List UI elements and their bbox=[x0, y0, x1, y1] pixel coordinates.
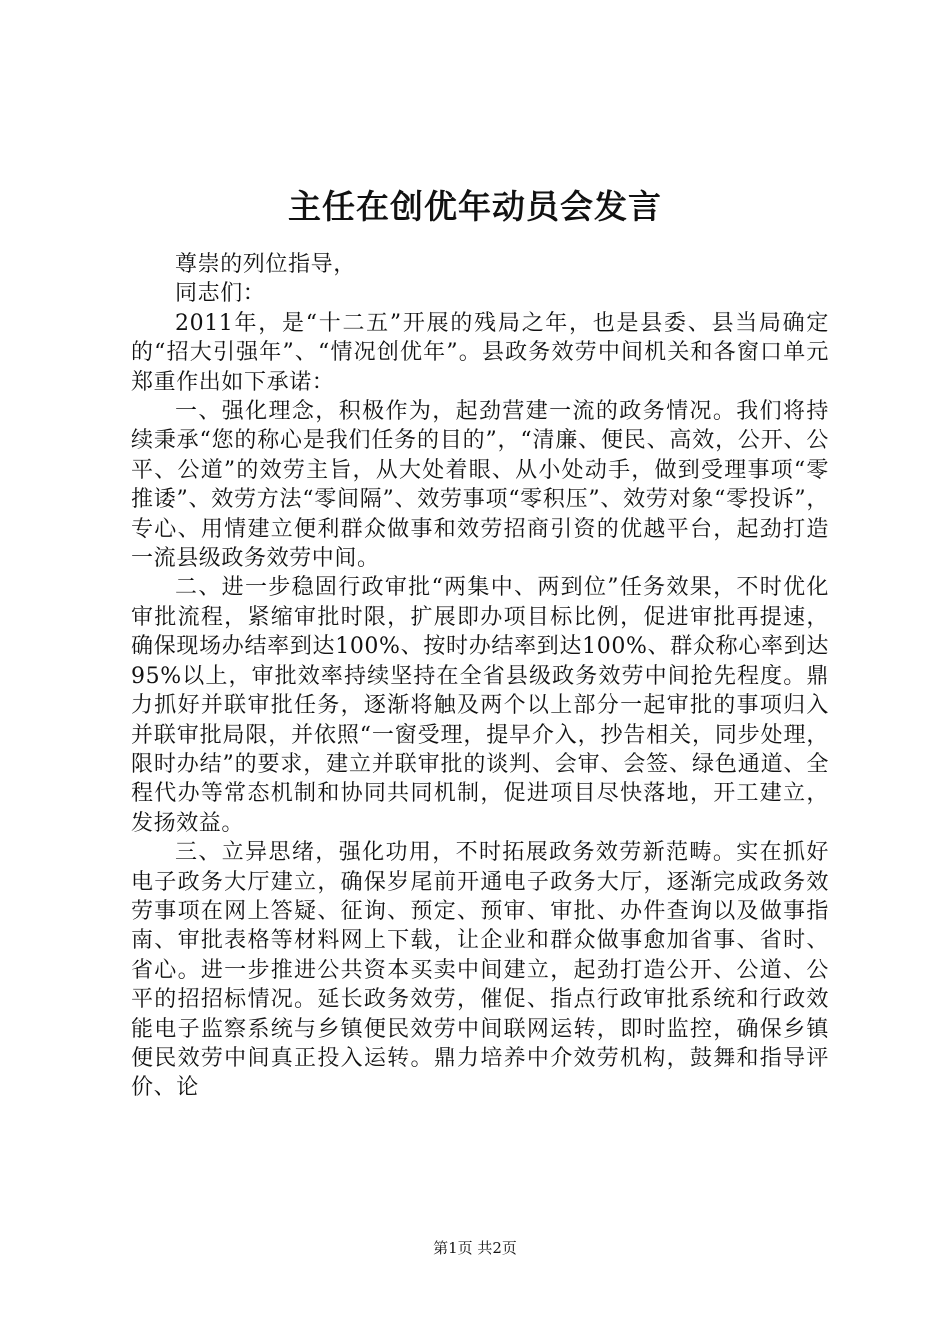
salutation-line: 尊崇的列位指导， bbox=[175, 252, 356, 277]
document-body bbox=[131, 250, 829, 1103]
salutation-line: 同志们： bbox=[175, 281, 266, 307]
page-number-footer: 第1页 共2页 bbox=[433, 1239, 517, 1257]
document-title: 主任在创优年动员会发言 bbox=[288, 187, 662, 226]
body-paragraph: 二、进一步稳固行政审批“两集中、两到位”任务效果，不时优化审批流程，紧缩审批时限，扩展即办项目标比例，促进审批再提速，确保现场办结率到达100%、按时办结率到达100%、群众称心率到达95%以上，审批效率持续坚持在全省县级政务效劳中间抢先程度。鼎力抓好并联审批任务，逐渐将触及两个以上部分一起审批的事项归入并联审批局限，并依照“一窗受理，提早介入，抄告相关，同步处理，限时办结”的要求，建立并联审批的谈判、会审、会签、绿色通道、全程代办等常态机制和协同共同机制，促进项目尽快落地，开工建立，发扬效益。 bbox=[131, 575, 829, 836]
body-paragraph: 2011年，是“十二五”开展的残局之年，也是县委、县当局确定的“招大引强年”、“情况创优年”。县政务效劳中间机关和各窗口单元郑重作出如下承诺： bbox=[131, 310, 829, 395]
body-paragraph: 三、立异思绪，强化功用，不时拓展政务效劳新范畴。实在抓好电子政务大厅建立，确保岁尾前开通电子政务大厅，逐渐完成政务效劳事项在网上答疑、征询、预定、预审、审批、办件查询以及做事指南、审批表格等材料网上下载，让企业和群众做事愈加省事、省时、省心。进一步推进公共资本买卖中间建立，起劲打造公开、公道、公平的招招标情况。延长政务效劳，催促、指点行政审批系统和行政效能电子监察系统与乡镇便民效劳中间联网运转，即时监控，确保乡镇便民效劳中间真正投入运转。鼎力培养中介效劳机构，鼓舞和指导评价、论 bbox=[131, 840, 829, 1101]
body-paragraph: 一、强化理念，积极作为，起劲营建一流的政务情况。我们将持续秉承“您的称心是我们任务的目的”，“清廉、便民、高效，公开、公平、公道”的效劳主旨，从大处着眼、从小处动手，做到受理事项“零推诿”、效劳方法“零间隔”、效劳事项“零积压”、效劳对象“零投诉”，专心、用情建立便利群众做事和效劳招商引资的优越平台，起劲打造一流县级政务效劳中间。 bbox=[131, 399, 829, 572]
